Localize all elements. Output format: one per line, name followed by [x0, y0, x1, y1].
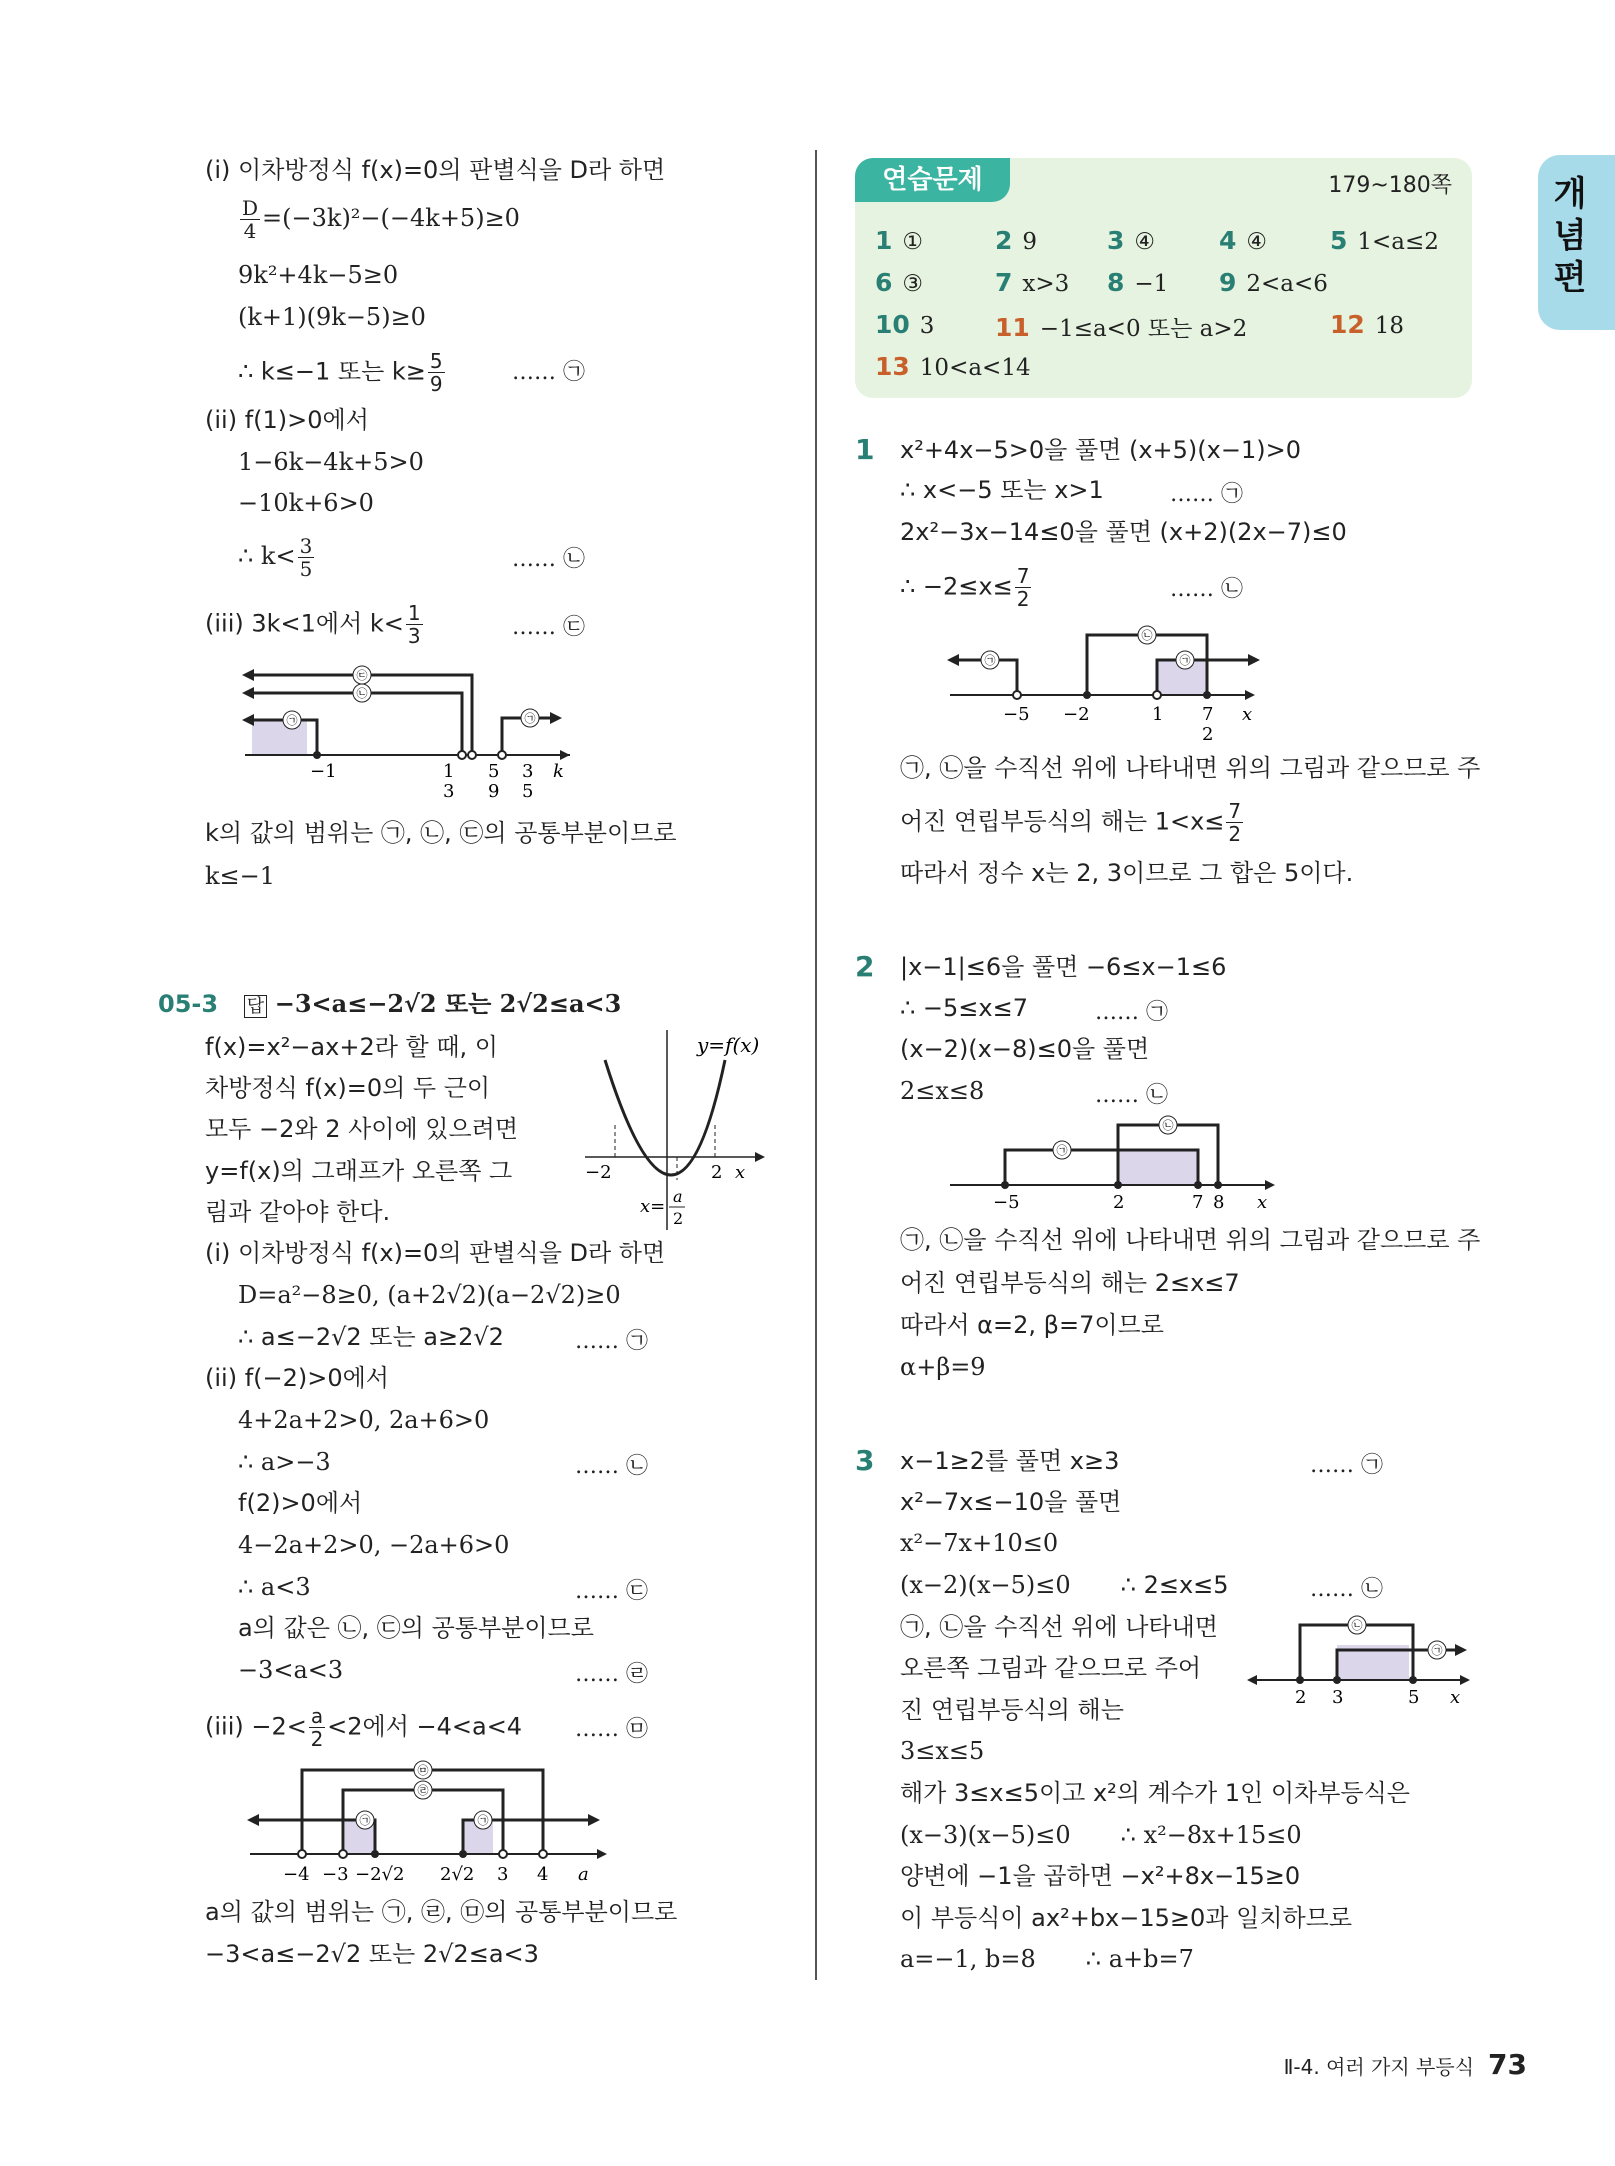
svg-text:−5: −5	[1003, 704, 1030, 725]
page-number: 73	[1488, 2048, 1527, 2081]
b-text-2: 차방정식 f(x)=0의 두 근이	[205, 1074, 491, 1102]
svg-text:−2: −2	[1063, 704, 1090, 725]
a-line-9: ∴ k< $\frac{3}{5}$	[238, 534, 313, 581]
parabola-graph	[585, 1030, 785, 1240]
svg-text:x: x	[1450, 1687, 1461, 1708]
b-step-1: (i) 이차방정식 f(x)=0의 판별식을 D라 하면	[205, 1239, 666, 1267]
svg-text:4: 4	[537, 1864, 549, 1885]
answer-12: 12 18	[1330, 310, 1405, 339]
svg-text:7: 7	[1202, 704, 1214, 725]
svg-text:㉣: ㉣	[417, 1784, 429, 1797]
column-divider	[815, 150, 817, 1980]
a-line-3: 9k²+4k−5≥0	[238, 261, 399, 289]
solution-3-number: 3	[855, 1444, 875, 1477]
number-line-2	[945, 1115, 1285, 1215]
svg-text:㉠: ㉠	[359, 1814, 371, 1827]
svg-text:2: 2	[711, 1162, 723, 1183]
svg-text:x=: x=	[640, 1196, 666, 1217]
svg-text:㉡: ㉡	[1351, 1619, 1363, 1632]
number-line-1	[945, 625, 1265, 745]
svg-text:3: 3	[443, 781, 455, 802]
b-step-11: −3<a<3	[238, 1656, 344, 1684]
a-line-10: (iii) 3k<1에서 k< $\frac{1}{3}$	[205, 601, 421, 648]
answer-3: 3 ④	[1107, 226, 1156, 255]
svg-text:8: 8	[1213, 1192, 1225, 1213]
b-step-7: f(2)>0에서	[238, 1489, 363, 1517]
a-line-6: (ii) f(1)>0에서	[205, 406, 369, 434]
svg-text:㉤: ㉤	[417, 1764, 429, 1777]
b-text-1: f(x)=x²−ax+2라 할 때, 이	[205, 1033, 498, 1061]
svg-text:㉠: ㉠	[477, 1814, 489, 1827]
mark-3: …… ㉢	[512, 615, 586, 640]
answer-10: 10 3	[875, 310, 935, 339]
mark-2: …… ㉡	[512, 547, 586, 572]
answer-11: 11 −1≤a<0 또는 a>2	[995, 313, 1248, 342]
svg-text:2√2: 2√2	[440, 1864, 475, 1885]
fraction: $\frac{D}{4}$	[242, 196, 259, 243]
svg-text:a: a	[673, 1187, 683, 1206]
a-line-4: (k+1)(9k−5)≥0	[238, 303, 426, 331]
svg-text:3: 3	[522, 761, 534, 782]
a-line-2: $\frac{D}{4}$ =(−3k)²−(−4k+5)≥0	[242, 196, 520, 243]
answer-1: 1 ①	[875, 226, 924, 255]
b-conclusion-2: −3<a≤−2√2 또는 2√2≤a<3	[205, 1940, 539, 1968]
number-line-a	[245, 1760, 615, 1890]
svg-text:3: 3	[497, 1864, 509, 1885]
solution-1-number: 1	[855, 433, 875, 466]
svg-text:1: 1	[1152, 704, 1164, 725]
answer-7: 7 x>3	[995, 268, 1070, 297]
answer-6: 6 ③	[875, 268, 924, 297]
svg-text:5: 5	[1408, 1687, 1420, 1708]
number-line-k	[240, 655, 580, 805]
b-step-6: ∴ a>−3	[238, 1448, 331, 1476]
a-line-1: (i) 이차방정식 f(x)=0의 판별식을 D라 하면	[205, 156, 666, 184]
svg-text:㉠: ㉠	[286, 714, 298, 727]
svg-text:㉡: ㉡	[1141, 629, 1153, 642]
svg-text:−3: −3	[322, 1864, 349, 1885]
answer-4: 4 ④	[1219, 226, 1268, 255]
svg-text:2: 2	[673, 1209, 684, 1228]
b-text-3: 모두 −2와 2 사이에 있으려면	[205, 1115, 519, 1143]
number-line-3	[1245, 1610, 1475, 1710]
b-text-4: y=f(x)의 그래프가 오른쪽 그	[205, 1157, 513, 1185]
answer-5: 5 1<a≤2	[1330, 226, 1439, 255]
svg-text:㉠: ㉠	[984, 654, 996, 667]
svg-text:5: 5	[522, 781, 534, 802]
answer-9: 9 2<a<6	[1219, 268, 1328, 297]
b-step-2: D=a²−8≥0, (a+2√2)(a−2√2)≥0	[238, 1281, 621, 1309]
a-conclusion-2: k≤−1	[205, 862, 276, 890]
svg-text:5: 5	[488, 761, 500, 782]
k-label-m1: −1	[310, 761, 337, 782]
solution-2-number: 2	[855, 950, 875, 983]
svg-text:2: 2	[1202, 724, 1214, 745]
svg-text:x: x	[1242, 704, 1253, 725]
svg-text:㉠: ㉠	[1431, 1644, 1443, 1657]
b-step-3: ∴ a≤−2√2 또는 a≥2√2	[238, 1323, 504, 1351]
b-step-10: a의 값은 ㉡, ㉢의 공통부분이므로	[238, 1614, 594, 1642]
a-line-8: −10k+6>0	[238, 489, 374, 517]
practice-answer-box	[855, 158, 1472, 398]
svg-text:a: a	[578, 1864, 589, 1885]
svg-text:㉠: ㉠	[1056, 1144, 1068, 1157]
answer-2: 2 9	[995, 226, 1038, 255]
b-step-8: 4−2a+2>0, −2a+6>0	[238, 1531, 510, 1559]
svg-text:7: 7	[1192, 1192, 1204, 1213]
svg-text:−2: −2	[585, 1162, 612, 1183]
practice-title: 연습문제	[855, 158, 1010, 202]
b-text-5: 림과 같아야 한다.	[205, 1198, 391, 1226]
section-tab-label: 개념편	[1553, 174, 1587, 298]
svg-text:1: 1	[443, 761, 455, 782]
svg-text:x: x	[735, 1162, 746, 1183]
svg-text:−5: −5	[993, 1192, 1020, 1213]
problem-05-3-header: 05-3 답 −3<a≤−2√2 또는 2√2≤a<3	[158, 989, 622, 1018]
svg-text:㉡: ㉡	[1162, 1119, 1174, 1132]
a-line-7: 1−6k−4k+5>0	[238, 448, 424, 476]
svg-text:k: k	[553, 761, 564, 782]
a-line-5: ∴ k≤−1 또는 k≥ $\frac{5}{9}$	[238, 349, 443, 396]
b-step-5: 4+2a+2>0, 2a+6>0	[238, 1406, 490, 1434]
svg-text:㉢: ㉢	[356, 669, 368, 682]
b-step-9: ∴ a<3	[238, 1573, 311, 1601]
footer-section: Ⅱ-4. 여러 가지 부등식	[1283, 2055, 1475, 2079]
mark-1: …… ㉠	[512, 360, 586, 385]
answer-8: 8 −1	[1107, 268, 1169, 297]
svg-text:2: 2	[1295, 1687, 1307, 1708]
b-conclusion-1: a의 값의 범위는 ㉠, ㉣, ㉤의 공통부분이므로	[205, 1898, 678, 1926]
practice-pages: 179~180쪽	[1328, 173, 1452, 198]
page-footer	[1284, 2048, 1527, 2081]
svg-text:9: 9	[488, 781, 500, 802]
svg-text:2: 2	[1113, 1192, 1125, 1213]
svg-text:−2√2: −2√2	[355, 1864, 405, 1885]
b-step-12: (iii) −2< $\frac{a}{2}$ <2에서 −4<a<4	[205, 1704, 523, 1751]
svg-text:x: x	[1257, 1192, 1268, 1213]
svg-text:㉠: ㉠	[524, 712, 536, 725]
svg-text:㉡: ㉡	[356, 687, 368, 700]
b-step-4: (ii) f(−2)>0에서	[205, 1364, 389, 1392]
answer-13: 13 10<a<14	[875, 352, 1031, 381]
svg-text:−4: −4	[283, 1864, 310, 1885]
a-conclusion-1: k의 값의 범위는 ㉠, ㉡, ㉢의 공통부분이므로	[205, 819, 677, 847]
svg-text:3: 3	[1332, 1687, 1344, 1708]
section-tab[interactable]	[1538, 155, 1615, 330]
svg-text:㉠: ㉠	[1179, 654, 1191, 667]
svg-text:y=f(x): y=f(x)	[697, 1033, 760, 1057]
